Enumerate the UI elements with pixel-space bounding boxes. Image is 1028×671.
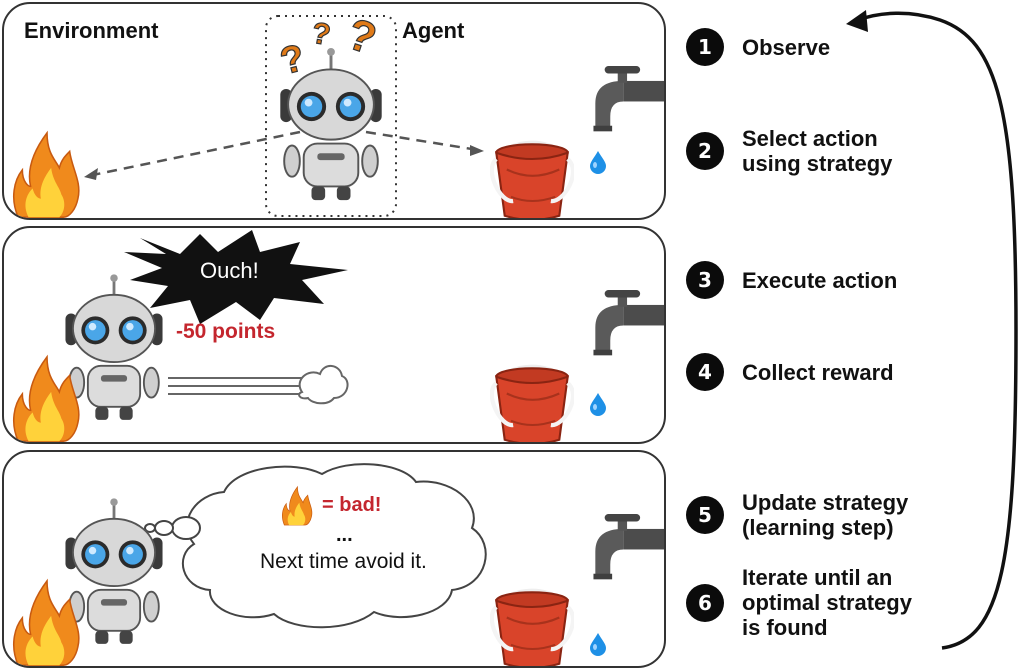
step-number: 6 xyxy=(686,584,724,622)
loop-arrow-path xyxy=(858,13,1016,648)
reward-points: -50 points xyxy=(176,320,276,343)
question-mark-icon: ? xyxy=(276,37,309,84)
step-label: Iterate until an optimal strategy is found xyxy=(742,565,912,640)
ellipsis-text: ... xyxy=(336,524,353,546)
step-number: 2 xyxy=(686,132,724,170)
bad-text: = bad! xyxy=(322,494,382,516)
question-mark-icon: ? xyxy=(341,9,383,65)
environment-label: Environment xyxy=(24,18,159,43)
step-label: Update strategy (learning step) xyxy=(742,490,909,540)
step-label: Execute action xyxy=(742,267,898,293)
loop-arrow-head-icon xyxy=(846,10,868,32)
step-label: Select action using strategy xyxy=(742,126,893,176)
question-mark-icon: ? xyxy=(309,16,333,53)
step-number: 4 xyxy=(686,353,724,391)
step-label: Collect reward xyxy=(742,359,894,385)
agent-label: Agent xyxy=(402,18,465,43)
step-number: 3 xyxy=(686,261,724,299)
step-number: 5 xyxy=(686,496,724,534)
step-number: 1 xyxy=(686,28,724,66)
step-label: Observe xyxy=(742,34,831,60)
ouch-text: Ouch! xyxy=(200,258,259,283)
thought-text: Next time avoid it. xyxy=(260,550,427,573)
